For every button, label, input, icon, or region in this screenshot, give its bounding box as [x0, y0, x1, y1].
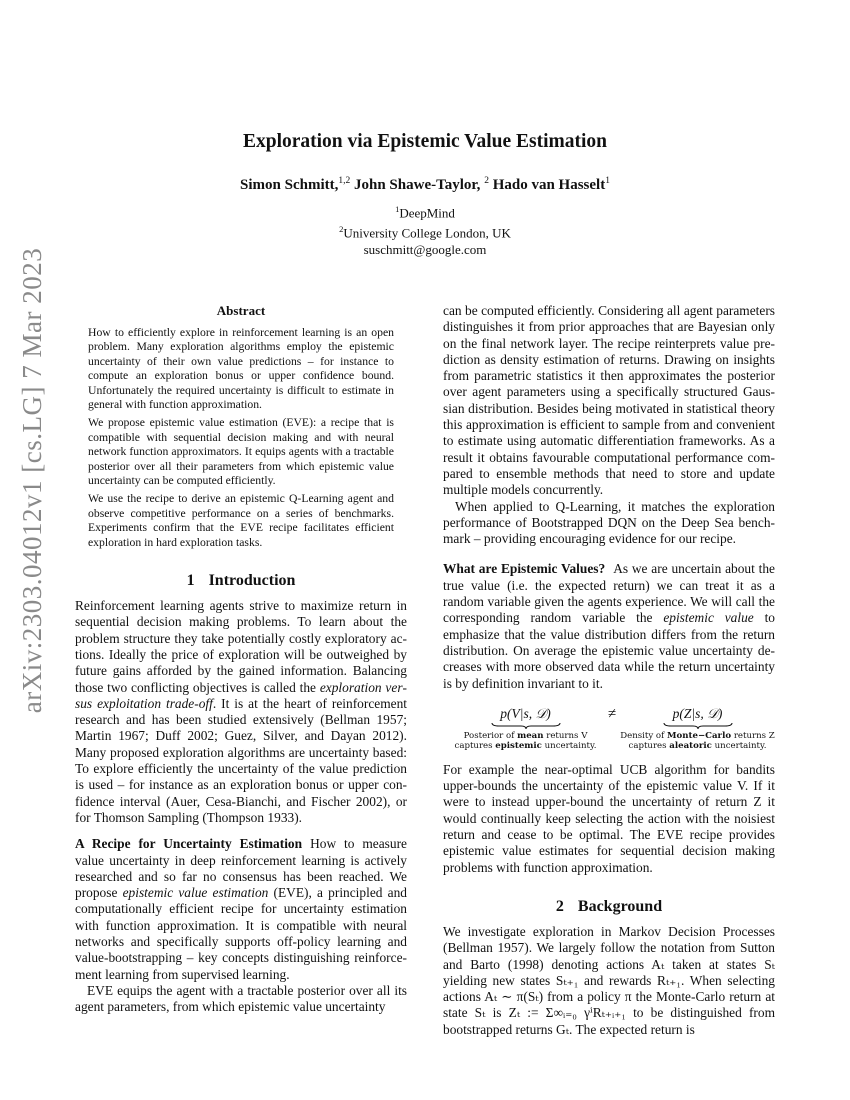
author-name: Simon Schmitt,	[240, 177, 339, 193]
underbrace-icon	[491, 722, 561, 730]
section-heading-introduction	[75, 572, 407, 590]
author-affil-marker: 1	[605, 176, 610, 186]
math-expression: p(V|s, 𝒟)	[500, 705, 551, 721]
emphasis: aleatoric	[669, 740, 712, 751]
body-paragraph: When applied to Q-Learning, it matches the exploration performance of Bootstrapped DQN on the Deep Sea benchmark – providing encouraging evidence for our recipe.	[443, 498, 775, 547]
math-expression: p(Z|s, 𝒟)	[672, 705, 723, 721]
body-paragraph: For example the near-optimal UCB algorithm for bandits upper-bounds the uncertainty of the epistemic value V. If it were to instead upper-bound the uncertainty of return Z it would continually keep selecting the action with the noisiest return and cease to be optimal. The EVE recipe provides epistemic value estimates for sequential decision making problems with function approximation.	[443, 761, 775, 875]
text-run: to emphasize that the value distribution differs from the return distribution. On average the epistemic value uncertainty decreases with more observed data while the return uncertainty is by definition invariant to it.	[443, 610, 775, 691]
text-run: captures	[454, 740, 496, 751]
abstract	[75, 303, 407, 550]
equation-caption	[615, 731, 780, 751]
abstract-paragraph: We propose epistemic value estimation (EVE): a recipe that is compatible with sequential decision making and with neural network function approximators. It equips agents with a tractable posterior over all their parameters from which epistemic value uncertainty can be computed efficiently.	[88, 416, 394, 488]
equation-comparison	[443, 706, 775, 750]
not-equal-symbol: ≠	[608, 705, 617, 722]
author-name: Hado van Hasselt	[492, 177, 606, 193]
affiliation-text: University College London, UK	[343, 225, 511, 241]
section-title: Background	[577, 897, 663, 915]
equation-caption	[443, 731, 608, 751]
section-number: 2	[555, 897, 564, 915]
paper-title: Exploration via Epistemic Value Estimation	[242, 131, 608, 152]
email: suschmitt@google.com	[363, 241, 487, 257]
paragraph-heading: A Recipe for Uncertainty Estimation	[75, 836, 303, 852]
body-paragraph: can be computed efficiently. Considering all agent parameters distinguishes it from prior approaches that are Bayesian only on the final network layer. The recipe reinterprets value prediction as density estimation of returns. Drawing on insights from parametric statistics it then approximates the posterior over agent parameters using a specifically structured Gaussian distribution. Besides being motivated in statistical theory this approximation is efficient to sample from and convenient to estimate using automatic differentiation frameworks. As a result it obtains favourable computational performance compared to ensemble methods that need to store and update multiple models concurrently.	[443, 303, 775, 498]
affiliation-line	[75, 221, 775, 241]
section-title: Introduction	[208, 572, 296, 590]
arxiv-identifier	[4, 247, 62, 713]
body-paragraph: We investigate exploration in Markov Decision Processes (Bellman 1957). We largely follow the notation from Sutton and Barto (1998) denoting actions Aₜ taken at states Sₜ yielding new states Sₜ₊₁ and rewards Rₜ₊₁. When selecting actions Aₜ ∼ π(Sₜ) from a policy π the Monte-Carlo return at state Sₜ is Zₜ := Σ∞ᵢ₌₀ γⁱRₜ₊ᵢ₊₁ to be distinguished from bootstrapped returns Gₜ. The expected return is	[443, 923, 775, 1037]
text-run: uncertainty.	[711, 740, 767, 751]
abstract-paragraph: We use the recipe to derive an epistemic Q-Learning agent and observe competitive performance on a series of benchmarks. Experiments confirm that the EVE recipe facilitates efficient exploration in hard exploration tasks.	[88, 492, 394, 549]
section-heading-background	[443, 898, 775, 916]
body-paragraph	[443, 561, 775, 691]
emphasis: epistemic	[495, 740, 542, 751]
body-paragraph	[75, 836, 407, 983]
author-name: John Shawe-Taylor,	[354, 177, 481, 193]
right-column	[443, 303, 775, 1038]
affil-marker: 1	[395, 204, 400, 214]
paragraph-heading: What are Epistemic Values?	[443, 561, 606, 577]
text-run: As we are uncertain about the true value (i.e. the expected return) we can treat it as a random variable given the agents experience. We will call the corresponding random variable the	[443, 561, 775, 626]
emphasis: Monte−Carlo	[667, 730, 732, 741]
equation-term-left	[443, 706, 608, 751]
section-number: 1	[186, 572, 195, 590]
underbrace-icon	[663, 722, 733, 730]
emphasis: epistemic value	[663, 610, 754, 626]
body-paragraph	[75, 598, 407, 826]
affiliation-line	[75, 201, 775, 221]
body-paragraph: EVE equips the agent with a tractable posterior over all its agent parameters, from which epistemic value uncertainty	[75, 982, 407, 1015]
left-column	[75, 303, 407, 1016]
affiliations	[75, 201, 775, 258]
author-list	[75, 176, 775, 194]
equation-term-right	[615, 706, 780, 751]
text-run: (EVE), a principled and computationally efficient recipe for uncertainty estimation with function approximation. It is compatible with neural networks and specifically supports off-policy learning and value-bootstrapping – key concepts distinguishing reinforcement learning from supervised learning.	[75, 885, 407, 982]
text-run: returns Z	[731, 730, 775, 741]
affiliation-text: DeepMind	[399, 205, 455, 221]
emphasis: mean	[517, 730, 544, 741]
emphasis: exploration versus exploitation trade-off	[75, 679, 407, 711]
author-affil-marker: 1,2	[338, 176, 351, 186]
arxiv-identifier-text: arXiv:2303.04012v1 [cs.LG] 7 Mar 2023	[17, 247, 48, 713]
text-run: Posterior of	[463, 730, 518, 741]
text-run: How to measure value uncertainty in deep reinforcement learning is actively researched and so far no consensus has been reached. We propose	[75, 836, 407, 901]
abstract-heading: Abstract	[216, 303, 266, 318]
text-run: captures	[628, 740, 670, 751]
emphasis: epistemic value estimation	[122, 885, 269, 901]
text-run: Reinforcement learning agents strive to maximize return in sequential decision making problems. To learn about the problem structure they take potentially costly exploratory actions. Ideally the price of exploration will be outweighed by future gains afforded by the gained information. Balancing those two conflicting objectives is called the	[75, 598, 407, 695]
abstract-paragraph: How to efficiently explore in reinforcement learning is an open problem. Many exploration algorithms employ the epistemic uncertainty of their own value predictions – for instance to compute an exploration bonus or upper confidence bound. Unfortunately the required uncertainty is difficult to estimate in general with function approximation.	[88, 326, 394, 412]
author-affil-marker: 2	[484, 176, 489, 186]
text-run: Density of	[620, 730, 668, 741]
affil-marker: 2	[339, 224, 344, 235]
text-run: uncertainty.	[541, 740, 597, 751]
text-run: . It is at the heart of reinforcement research and has been studied extensively (Bellman 1957; Martin 1967; Duff 2002; Guez, Silver, and Dayan 2012). Many proposed exploration algorithms are uncertainty based: To explore efficiently the uncertainty of the value prediction is used – for instance as an exploration bonus or upper confidence interval (Auer, Cesa-Bianchi, and Fischer 2002), or for Thomson Sampling (Thompson 1933).	[75, 695, 407, 825]
text-run: returns V	[543, 730, 588, 741]
